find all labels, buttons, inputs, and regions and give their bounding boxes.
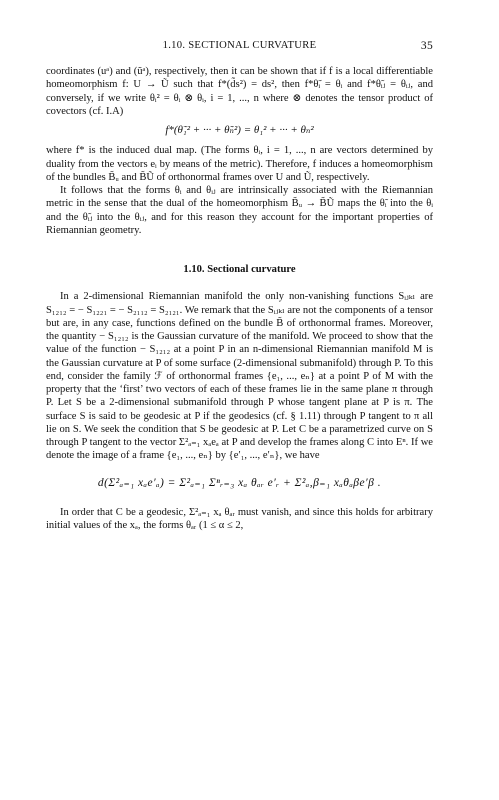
paragraph: It follows that the forms θᵢ and θᵢⱼ are intrinsically associated with the Riemannian metric in the sense that the dual of the homeomorphism B̃ᵤ → B̃Ũ maps the θ̃ᵢ into the θᵢ and the θ̃ᵢⱼ into the θᵢⱼ, and for this reason they account for the important properties of Riemannian geometry. — [46, 185, 433, 236]
page-number: 35 — [420, 40, 433, 52]
display-equation: f*(θ̃₁² + ··· + θ̃ₙ²) = θ₁² + ··· + θₙ² — [165, 124, 314, 136]
section-heading: 1.10. Sectional curvature — [183, 264, 296, 275]
paragraph: coordinates (uᵃ) and (ũᵃ), respectively, then it can be shown that if f is a local differentiable homeomorphism f: U → Ũ such that f*(d̃̃s²) = ds², then f*θ̃ᵢ = θᵢ and f*θ̃ᵢⱼ = θᵢⱼ, and conversely, if we write θᵢ² = θᵢ ⊗ θᵢ, i = 1, ..., n where ⊗ denotes the tensor product of covectors (cf. I.A) — [46, 66, 433, 117]
body-text — [46, 65, 433, 532]
running-head — [46, 40, 433, 56]
paragraph: In order that C be a geodesic, Σ²ₐ₌₁ xₐ θₐᵣ must vanish, and since this holds for arbitrary initial values of the xₐ, the forms θₐᵣ (1 ≤ α ≤ 2, — [46, 506, 433, 531]
paragraph: where f* is the induced dual map. (The forms θᵢ, i = 1, ..., n are vectors determined by duality from the vectors eᵢ by means of the metric). Therefore, f induces a homeomorphism of the bundles B̃ᵤ and B̃Ũ of orthonormal frames over U and Ũ, respectively. — [46, 145, 433, 183]
paragraph: In a 2-dimensional Riemannian manifold the only non-vanishing functions Sᵢⱼₖₗ are S₁₂₁₂ = − S₁₂₂₁ = − S₂₁₁₂ = S₂₁₂₁. We remark that the Sᵢⱼₖₗ are not the components of a tensor but are, in any case, functions defined on the bundle B̃ of orthonormal frames. Moreover, the quantity − S₁₂₁₂ is the Gaussian curvature of the manifold. We proceed to show that the value of the function − S₁₂₁₂ at a point P in an n-dimensional Riemannian manifold M is the Gaussian curvature at P of some surface (2-dimensional submanifold) through P. To this end, consider the family ℱ of orthonormal frames {e₁, ..., eₙ} at a point P of M with the property that the ‘first’ two vectors of each of these frames lie in the same plane π through P. Let S be a 2-dimensional submanifold through P whose tangent plane at P is π. The surface S is said to be geodesic at P if the geodesics (cf. § 1.11) through P tangent to π all lie on S. We seek the condition that S be geodesic at P. Let C be a parametrized curve on S through P tangent to the vector Σ²ₐ₌₁ xₐeₐ at P and develop the frames along C into Eⁿ. If we denote the image of a frame {e₁, ..., eₙ} by {e′₁, ..., e′ₙ}, we have — [46, 291, 433, 462]
running-head-title: 1.10. SECTIONAL CURVATURE — [162, 40, 317, 51]
display-equation: d(Σ²ₐ₌₁ xₐe′ₐ) = Σ²ₐ₌₁ Σⁿᵣ₌₃ xₐ θₐᵣ e′ᵣ + Σ²ₐ,β₌₁ xₐθₐβe′β . — [97, 476, 382, 489]
